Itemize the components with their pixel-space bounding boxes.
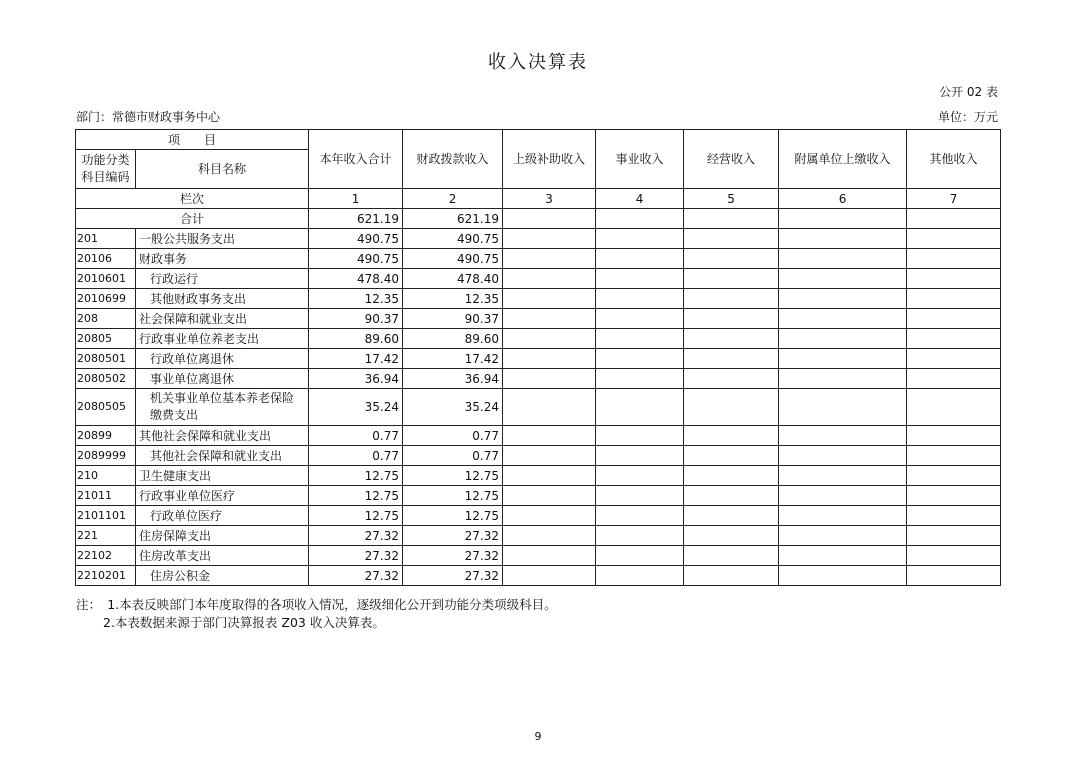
- row-code: 22102: [76, 546, 136, 566]
- col-header-6: 附属单位上缴收入: [779, 130, 907, 189]
- table-row: [76, 426, 1001, 446]
- row-value-2: 12.75: [403, 486, 503, 506]
- table-row: [76, 546, 1001, 566]
- row-value-3: [503, 369, 596, 389]
- row-value-6: [779, 546, 907, 566]
- table-row: [76, 369, 1001, 389]
- row-name: 行政单位医疗: [136, 506, 309, 526]
- row-value-7: [907, 566, 1001, 586]
- row-value-2: 27.32: [403, 526, 503, 546]
- row-value-3: [503, 506, 596, 526]
- row-value-5: [684, 369, 779, 389]
- row-value-3: [503, 566, 596, 586]
- page-number: 9: [534, 730, 542, 743]
- row-value-1: 27.32: [309, 566, 403, 586]
- row-value-5: [684, 486, 779, 506]
- row-value-3: [503, 446, 596, 466]
- row-value-7: [907, 446, 1001, 466]
- row-value-4: [596, 526, 684, 546]
- table-row: [76, 329, 1001, 349]
- row-value-7: [907, 369, 1001, 389]
- row-value-7: [907, 546, 1001, 566]
- table-row: [76, 229, 1001, 249]
- row-value-1: 490.75: [309, 229, 403, 249]
- row-value-2: 12.75: [403, 506, 503, 526]
- seq-6: 6: [779, 189, 907, 209]
- row-name: 一般公共服务支出: [136, 229, 309, 249]
- row-name: 其他财政事务支出: [136, 289, 309, 309]
- row-name: 其他社会保障和就业支出: [136, 426, 309, 446]
- row-code: 2089999: [76, 446, 136, 466]
- col-header-3: 上级补助收入: [503, 130, 596, 189]
- row-value-1: 12.75: [309, 466, 403, 486]
- total-value-4: [596, 209, 684, 229]
- row-code: 2101101: [76, 506, 136, 526]
- row-value-3: [503, 329, 596, 349]
- seq-1: 1: [309, 189, 403, 209]
- row-value-3: [503, 389, 596, 426]
- row-name: 住房保障支出: [136, 526, 309, 546]
- row-code: 2010699: [76, 289, 136, 309]
- table-row: [76, 526, 1001, 546]
- row-value-4: [596, 309, 684, 329]
- department-label: 部门：常德市财政事务中心: [76, 110, 221, 124]
- row-value-4: [596, 369, 684, 389]
- table-row: [76, 349, 1001, 369]
- row-value-1: 478.40: [309, 269, 403, 289]
- row-name: 行政单位离退休: [136, 349, 309, 369]
- table-row: [76, 249, 1001, 269]
- row-value-4: [596, 249, 684, 269]
- row-value-1: 12.35: [309, 289, 403, 309]
- row-value-6: [779, 369, 907, 389]
- row-value-2: 27.32: [403, 546, 503, 566]
- table-row: [76, 566, 1001, 586]
- row-value-3: [503, 466, 596, 486]
- seq-4: 4: [596, 189, 684, 209]
- row-value-7: [907, 466, 1001, 486]
- row-value-1: 36.94: [309, 369, 403, 389]
- row-value-5: [684, 329, 779, 349]
- row-name: 卫生健康支出: [136, 466, 309, 486]
- row-value-4: [596, 566, 684, 586]
- total-value-6: [779, 209, 907, 229]
- row-value-2: 89.60: [403, 329, 503, 349]
- row-value-2: 12.35: [403, 289, 503, 309]
- seq-3: 3: [503, 189, 596, 209]
- row-value-1: 27.32: [309, 526, 403, 546]
- row-value-1: 27.32: [309, 546, 403, 566]
- row-value-5: [684, 446, 779, 466]
- row-value-4: [596, 426, 684, 446]
- table-row: [76, 506, 1001, 526]
- seq-2: 2: [403, 189, 503, 209]
- row-value-5: [684, 289, 779, 309]
- header-row-1: [76, 130, 1001, 150]
- row-value-7: [907, 229, 1001, 249]
- row-value-7: [907, 289, 1001, 309]
- row-value-1: 35.24: [309, 389, 403, 426]
- row-code: 2080505: [76, 389, 136, 426]
- table-row: [76, 466, 1001, 486]
- row-code: 208: [76, 309, 136, 329]
- subject-name-header: 科目名称: [136, 150, 309, 189]
- table-row: [76, 309, 1001, 329]
- col-header-5: 经营收入: [684, 130, 779, 189]
- row-value-1: 0.77: [309, 426, 403, 446]
- table-row: [76, 289, 1001, 309]
- row-value-6: [779, 269, 907, 289]
- row-value-4: [596, 486, 684, 506]
- row-value-4: [596, 329, 684, 349]
- row-value-6: [779, 389, 907, 426]
- func-code-line-2: 科目编码: [81, 170, 130, 184]
- row-code: 2010601: [76, 269, 136, 289]
- row-value-4: [596, 466, 684, 486]
- unit-label: 单位：万元: [937, 110, 998, 124]
- total-value-3: [503, 209, 596, 229]
- row-value-7: [907, 349, 1001, 369]
- row-value-7: [907, 486, 1001, 506]
- row-name: 行政事业单位医疗: [136, 486, 309, 506]
- row-value-6: [779, 566, 907, 586]
- row-value-2: 36.94: [403, 369, 503, 389]
- row-value-1: 0.77: [309, 446, 403, 466]
- row-value-2: 27.32: [403, 566, 503, 586]
- row-value-2: 35.24: [403, 389, 503, 426]
- row-value-2: 490.75: [403, 249, 503, 269]
- row-code: 201: [76, 229, 136, 249]
- row-value-7: [907, 526, 1001, 546]
- col-header-1: 本年收入合计: [309, 130, 403, 189]
- row-code: 21011: [76, 486, 136, 506]
- row-value-3: [503, 546, 596, 566]
- income-table: [75, 129, 1001, 586]
- row-value-6: [779, 486, 907, 506]
- total-value-7: [907, 209, 1001, 229]
- total-value-5: [684, 209, 779, 229]
- table-row: [76, 446, 1001, 466]
- row-value-4: [596, 546, 684, 566]
- row-value-1: 90.37: [309, 309, 403, 329]
- seq-7: 7: [907, 189, 1001, 209]
- row-code: 221: [76, 526, 136, 546]
- row-value-7: [907, 309, 1001, 329]
- row-value-3: [503, 349, 596, 369]
- row-value-6: [779, 526, 907, 546]
- col-header-4: 事业收入: [596, 130, 684, 189]
- total-value-1: 621.19: [309, 209, 403, 229]
- table-row: [76, 389, 1001, 426]
- row-value-3: [503, 269, 596, 289]
- row-value-4: [596, 229, 684, 249]
- row-value-1: 490.75: [309, 249, 403, 269]
- row-value-7: [907, 249, 1001, 269]
- row-value-7: [907, 329, 1001, 349]
- row-value-3: [503, 289, 596, 309]
- row-name: 住房改革支出: [136, 546, 309, 566]
- page-title: 收入决算表: [488, 52, 588, 73]
- seq-5: 5: [684, 189, 779, 209]
- row-value-2: 17.42: [403, 349, 503, 369]
- row-value-1: 89.60: [309, 329, 403, 349]
- row-value-5: [684, 506, 779, 526]
- item-header: 项 目: [76, 130, 309, 150]
- row-name: 事业单位离退休: [136, 369, 309, 389]
- row-value-6: [779, 229, 907, 249]
- row-value-4: [596, 506, 684, 526]
- row-value-6: [779, 426, 907, 446]
- row-name: 住房公积金: [136, 566, 309, 586]
- row-value-5: [684, 466, 779, 486]
- row-code: 2210201: [76, 566, 136, 586]
- col-header-2: 财政拨款收入: [403, 130, 503, 189]
- row-value-1: 12.75: [309, 506, 403, 526]
- note-1: 注： 1.本表反映部门本年度取得的各项收入情况，逐级细化公开到功能分类项级科目。: [76, 597, 557, 612]
- row-value-2: 0.77: [403, 446, 503, 466]
- row-code: 20899: [76, 426, 136, 446]
- row-name: 财政事务: [136, 249, 309, 269]
- row-value-2: 490.75: [403, 229, 503, 249]
- row-name: 行政事业单位养老支出: [136, 329, 309, 349]
- seq-row: [76, 189, 1001, 209]
- row-value-4: [596, 289, 684, 309]
- row-code: 2080501: [76, 349, 136, 369]
- row-value-7: [907, 269, 1001, 289]
- row-value-5: [684, 249, 779, 269]
- form-code: 公开 02 表: [939, 85, 998, 99]
- row-value-6: [779, 329, 907, 349]
- row-value-4: [596, 349, 684, 369]
- row-value-2: 478.40: [403, 269, 503, 289]
- row-value-5: [684, 566, 779, 586]
- row-value-5: [684, 269, 779, 289]
- row-value-6: [779, 249, 907, 269]
- row-value-6: [779, 506, 907, 526]
- row-value-3: [503, 426, 596, 446]
- row-value-4: [596, 269, 684, 289]
- row-code: 210: [76, 466, 136, 486]
- row-value-3: [503, 526, 596, 546]
- row-value-5: [684, 526, 779, 546]
- notes: [76, 596, 557, 632]
- row-value-7: [907, 389, 1001, 426]
- row-value-3: [503, 486, 596, 506]
- row-value-6: [779, 349, 907, 369]
- row-value-5: [684, 349, 779, 369]
- table-row: [76, 269, 1001, 289]
- row-name: 行政运行: [136, 269, 309, 289]
- row-value-2: 12.75: [403, 466, 503, 486]
- row-name: 社会保障和就业支出: [136, 309, 309, 329]
- row-code: 20106: [76, 249, 136, 269]
- row-value-6: [779, 289, 907, 309]
- total-row: [76, 209, 1001, 229]
- row-value-4: [596, 389, 684, 426]
- row-value-3: [503, 249, 596, 269]
- row-value-2: 90.37: [403, 309, 503, 329]
- row-value-5: [684, 229, 779, 249]
- row-code: 20805: [76, 329, 136, 349]
- row-value-2: 0.77: [403, 426, 503, 446]
- func-code-line-1: 功能分类: [81, 153, 130, 167]
- row-value-6: [779, 309, 907, 329]
- row-name: 机关事业单位基本养老保险缴费支出: [136, 389, 309, 426]
- col-header-7: 其他收入: [907, 130, 1001, 189]
- row-value-5: [684, 389, 779, 426]
- table-row: [76, 486, 1001, 506]
- row-value-4: [596, 446, 684, 466]
- row-value-7: [907, 506, 1001, 526]
- total-label: 合计: [76, 209, 309, 229]
- note-2: 2.本表数据来源于部门决算报表 Z03 收入决算表。: [103, 615, 385, 630]
- row-value-5: [684, 426, 779, 446]
- seq-label: 栏次: [76, 189, 309, 209]
- row-value-7: [907, 426, 1001, 446]
- row-code: 2080502: [76, 369, 136, 389]
- row-value-5: [684, 309, 779, 329]
- row-value-5: [684, 546, 779, 566]
- row-name: 其他社会保障和就业支出: [136, 446, 309, 466]
- total-value-2: 621.19: [403, 209, 503, 229]
- row-value-6: [779, 446, 907, 466]
- row-value-3: [503, 309, 596, 329]
- row-value-1: 12.75: [309, 486, 403, 506]
- row-value-1: 17.42: [309, 349, 403, 369]
- row-value-3: [503, 229, 596, 249]
- func-code-header: [76, 150, 136, 189]
- row-value-6: [779, 466, 907, 486]
